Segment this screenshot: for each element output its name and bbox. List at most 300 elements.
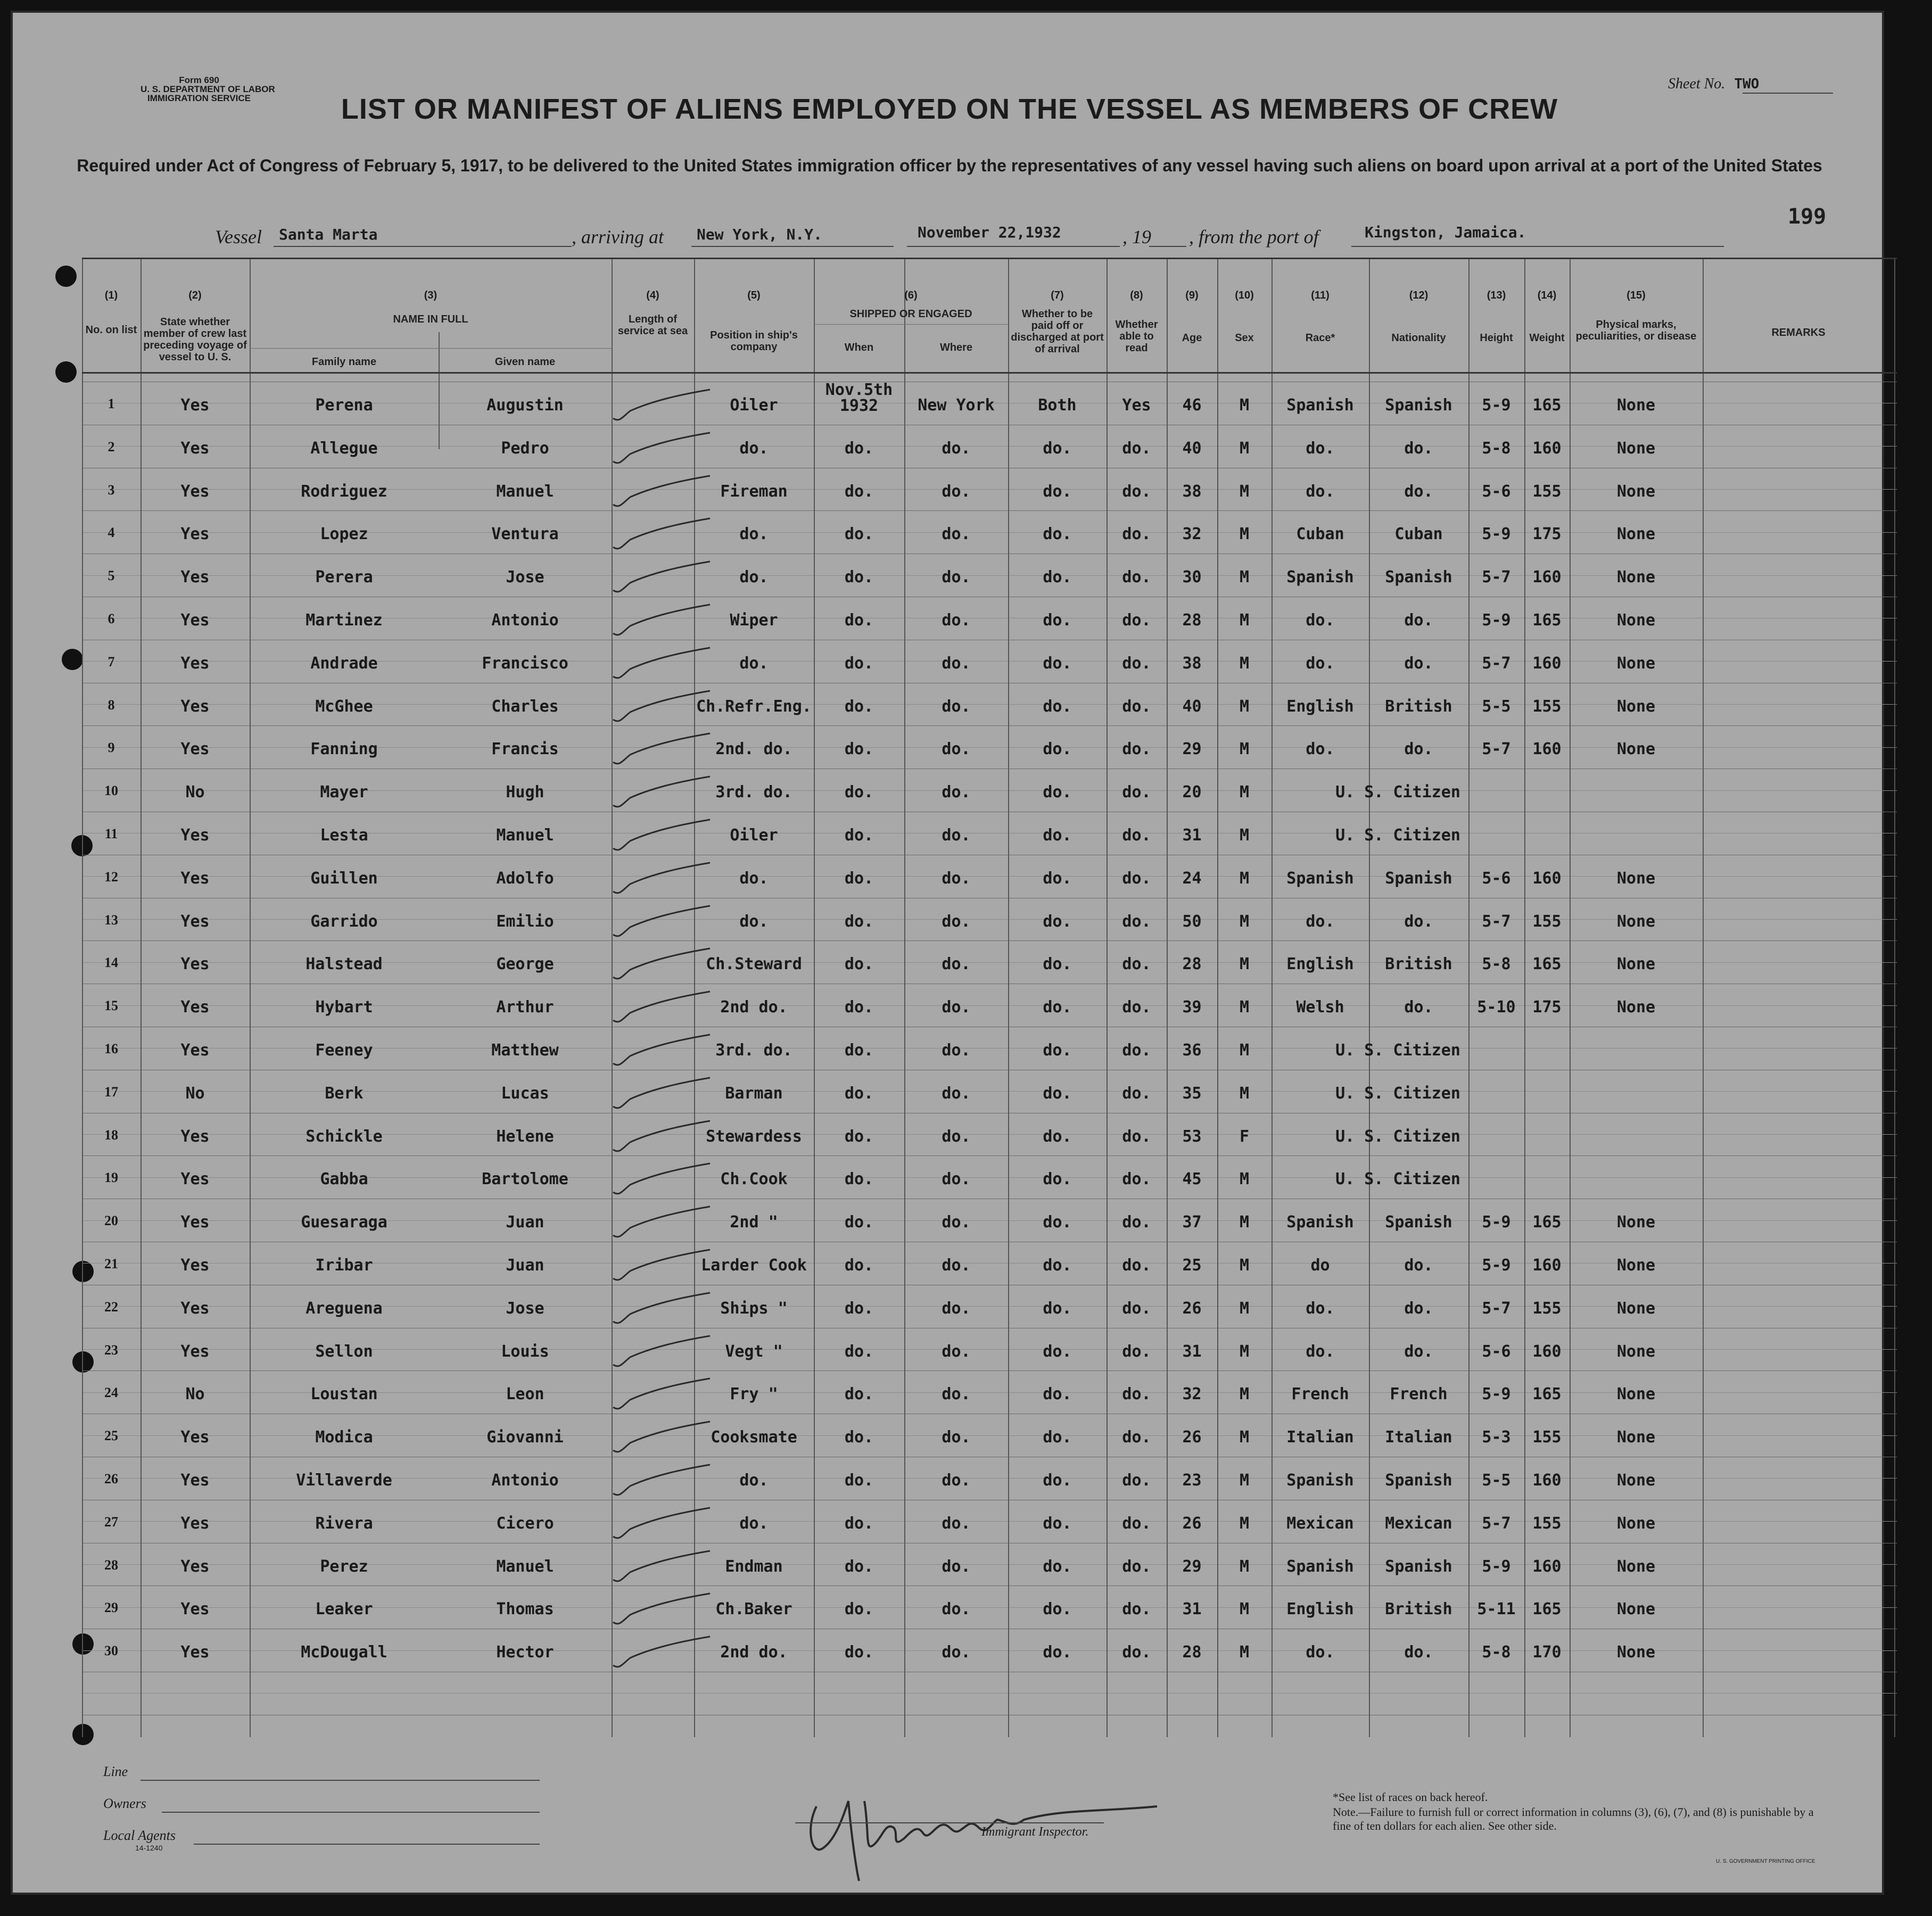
row-given-name: Ventura [491,525,559,544]
row-given-name: Pedro [501,439,549,458]
row-nationality: Spanish [1385,568,1452,587]
row-position: 2nd do. [720,998,788,1017]
length-of-service-tick [609,1245,715,1288]
row-paid-off: do. [1043,1170,1072,1189]
row-able-to-read: do. [1122,525,1151,544]
row-able-to-read: do. [1122,1084,1151,1103]
row-nationality: British [1385,697,1452,716]
col-header-weight: Weight [1529,332,1565,344]
row-weight: 160 [1532,654,1562,673]
row-weight: 170 [1532,1643,1562,1662]
row-citizen-status: U. S. Citizen [1335,1041,1460,1060]
row-previous-voyage: Yes [180,1041,210,1060]
row-physical-marks: None [1616,1213,1656,1232]
row-age: 30 [1182,568,1202,587]
row-shipped-when: do. [844,654,874,673]
row-family-name: Halstead [306,955,383,974]
row-physical-marks: None [1616,1557,1656,1576]
row-age: 20 [1182,783,1202,802]
row-sex: M [1239,525,1250,544]
row-sex: M [1239,396,1250,415]
col-num-12: (12) [1409,290,1429,301]
row-number: 16 [104,1041,118,1056]
vessel-label: Vessel [215,226,262,247]
from-port-label: , from the port of [1189,226,1319,247]
col-header-length [612,313,694,337]
row-able-to-read: do. [1122,1428,1151,1447]
row-able-to-read: do. [1122,1299,1151,1318]
row-given-name: Bartolome [482,1170,568,1189]
row-number: 9 [108,740,115,756]
row-paid-off: do. [1043,826,1072,845]
sheet-number-value: TWO [1734,76,1760,92]
col-header-paid-off-text: Whether to be paid off or discharged at port of arrival [1011,308,1104,355]
row-family-name: Guesaraga [301,1213,387,1232]
col-num-4: (4) [646,290,659,301]
row-family-name: Rodriguez [301,482,387,501]
row-race: Spanish [1286,1213,1354,1232]
col-header-member [143,316,247,363]
row-number: 14 [104,955,118,971]
col-num-7: (7) [1051,290,1064,301]
row-sex: M [1239,1084,1250,1103]
row-shipped-where: do. [942,1041,971,1060]
row-height: 5-3 [1482,1428,1511,1447]
length-of-service-tick [609,600,715,643]
row-race: Cuban [1296,525,1344,544]
row-position: do. [739,439,769,458]
row-shipped-where: do. [942,1600,971,1619]
row-height: 5-9 [1482,525,1511,544]
row-nationality: Cuban [1394,525,1443,544]
row-shipped-where: do. [942,740,971,759]
length-of-service-tick [609,772,715,815]
row-race: do. [1306,912,1335,931]
row-given-name: Arthur [496,998,554,1017]
row-nationality: do. [1404,1342,1433,1361]
row-physical-marks: None [1616,1428,1656,1447]
row-number: 5 [108,568,115,584]
row-shipped-when: do. [844,1428,874,1447]
row-number: 3 [108,482,115,498]
row-weight: 155 [1532,1428,1562,1447]
length-of-service-tick [609,472,715,514]
row-shipped-when: do. [844,955,874,974]
length-of-service-tick [609,902,715,944]
row-physical-marks: None [1616,396,1656,415]
row-shipped-where: do. [942,1643,971,1662]
row-height: 5-8 [1482,1643,1511,1662]
row-race: do. [1306,1299,1335,1318]
row-race: do. [1306,439,1335,458]
row-previous-voyage: Yes [180,869,210,888]
row-sex: M [1239,568,1250,587]
length-of-service-tick [609,514,715,557]
row-weight: 165 [1532,396,1562,415]
row-shipped-where: do. [942,1127,971,1146]
row-age: 29 [1182,1557,1202,1576]
row-family-name: Loustan [310,1385,378,1404]
length-of-service-tick [609,815,715,858]
row-shipped-where: do. [942,1514,971,1533]
row-age: 37 [1182,1213,1202,1232]
row-paid-off: do. [1043,740,1072,759]
departure-port: Kingston, Jamaica. [1365,224,1526,241]
punch-hole [55,266,77,287]
row-nationality: do. [1404,439,1433,458]
row-weight: 160 [1532,740,1562,759]
row-race: English [1286,1600,1354,1619]
row-sex: M [1239,1600,1250,1619]
row-age: 50 [1182,912,1202,931]
row-family-name: Andrade [310,654,378,673]
row-paid-off: do. [1043,697,1072,716]
col-header-where: Where [939,342,973,353]
row-given-name: Antonio [491,1471,559,1490]
row-sex: M [1239,654,1250,673]
row-paid-off: do. [1043,1557,1072,1576]
row-shipped-when: do. [844,1299,874,1318]
row-height: 5-8 [1482,439,1511,458]
row-paid-off: do. [1043,912,1072,931]
row-number: 23 [104,1342,118,1358]
row-able-to-read: do. [1122,568,1151,587]
col-header-age: Age [1182,332,1202,344]
row-given-name: Matthew [491,1041,559,1060]
row-position: do. [739,525,769,544]
row-position: Fry " [730,1385,778,1404]
col-header-length-text: Length of service at sea [617,313,688,337]
row-age: 40 [1182,439,1202,458]
row-previous-voyage: Yes [180,568,210,587]
row-physical-marks: None [1616,998,1656,1017]
col-header-member-text: State whether member of crew last preceding voyage of vessel to U. S. [143,316,247,363]
col-num-14: (14) [1537,290,1557,301]
row-race: Spanish [1286,1471,1354,1490]
row-sex: M [1239,1385,1250,1404]
row-previous-voyage: Yes [180,697,210,716]
row-previous-voyage: Yes [180,740,210,759]
row-able-to-read: do. [1122,1342,1151,1361]
row-physical-marks: None [1616,869,1656,888]
row-position: 3rd. do. [715,1041,792,1060]
row-nationality: Spanish [1385,1557,1452,1576]
fine-note-text: Note.—Failure to furnish full or correct information in columns (3), (6), (7), and (8) is punishable by a fine of ten dollars for each alien. See other side. [1333,1805,1814,1832]
manifest-sheet [11,11,1884,1895]
row-shipped-when: do. [844,1385,874,1404]
row-race: Italian [1286,1428,1354,1447]
row-weight: 155 [1532,1299,1562,1318]
row-shipped-when: do. [844,1342,874,1361]
row-physical-marks: None [1616,654,1656,673]
arrival-port: New York, N.Y. [697,226,823,243]
row-able-to-read: do. [1122,783,1151,802]
row-citizen-status: U. S. Citizen [1335,826,1460,845]
row-physical-marks: None [1616,697,1656,716]
row-nationality: Spanish [1385,1213,1452,1232]
row-able-to-read: do. [1122,955,1151,974]
row-family-name: Martinez [306,611,383,630]
row-nationality: French [1390,1385,1448,1404]
row-number: 29 [104,1600,118,1616]
length-of-service-tick [609,1289,715,1331]
row-shipped-when: do. [844,1170,874,1189]
row-nationality: do. [1404,1299,1433,1318]
row-age: 38 [1182,482,1202,501]
row-nationality: Spanish [1385,1471,1452,1490]
row-age: 38 [1182,654,1202,673]
col-num-5: (5) [747,290,761,301]
row-position: Cooksmate [711,1428,797,1447]
row-number: 27 [104,1514,118,1530]
row-able-to-read: do. [1122,482,1151,501]
row-paid-off: do. [1043,1256,1072,1275]
row-given-name: Leon [506,1385,544,1404]
row-physical-marks: None [1616,568,1656,587]
row-shipped-when: do. [844,697,874,716]
service-line: IMMIGRATION SERVICE [147,93,251,103]
row-age: 26 [1182,1428,1202,1447]
row-height: 5-7 [1482,740,1511,759]
row-race: Spanish [1286,396,1354,415]
col-header-nationality: Nationality [1391,332,1446,344]
row-paid-off: do. [1043,1471,1072,1490]
row-shipped-when: do. [844,1600,874,1619]
row-given-name: Jose [506,1299,544,1318]
row-given-name: Adolfo [496,869,554,888]
row-able-to-read: do. [1122,1643,1151,1662]
row-shipped-when: do. [844,1127,874,1146]
row-shipped-where: do. [942,912,971,931]
row-physical-marks: None [1616,525,1656,544]
row-family-name: Mayer [320,783,368,802]
row-given-name: Helene [496,1127,554,1146]
row-paid-off: do. [1043,869,1072,888]
row-shipped-when: do. [844,525,874,544]
row-given-name: Augustin [486,396,564,415]
row-race: French [1291,1385,1349,1404]
row-previous-voyage: Yes [180,525,210,544]
row-position: 2nd. do. [715,740,792,759]
row-physical-marks: None [1616,740,1656,759]
row-shipped-where: do. [942,1084,971,1103]
row-shipped-when: do. [844,740,874,759]
row-able-to-read: do. [1122,998,1151,1017]
row-weight: 160 [1532,439,1562,458]
row-number: 28 [104,1557,118,1573]
row-number: 25 [104,1428,118,1444]
row-shipped-when: do. [844,1514,874,1533]
row-number: 20 [104,1213,118,1229]
row-family-name: Hybart [315,998,373,1017]
row-physical-marks: None [1616,1471,1656,1490]
length-of-service-tick [609,1417,715,1460]
length-of-service-tick [609,987,715,1030]
page-number: 199 [1788,204,1827,229]
row-able-to-read: do. [1122,1170,1151,1189]
row-shipped-where: do. [942,955,971,974]
row-shipped-when: do. [844,869,874,888]
row-age: 24 [1182,869,1202,888]
row-sex: M [1239,439,1250,458]
row-citizen-status: U. S. Citizen [1335,1127,1460,1146]
row-position: Ch.Cook [720,1170,788,1189]
row-race: do. [1306,482,1335,501]
row-sex: M [1239,1643,1250,1662]
vessel-line [215,226,262,248]
length-of-service-tick [609,687,715,729]
row-physical-marks: None [1616,611,1656,630]
row-weight: 155 [1532,1514,1562,1533]
row-race: do. [1306,654,1335,673]
row-physical-marks: None [1616,1299,1656,1318]
vessel-name: Santa Marta [279,226,378,243]
row-previous-voyage: Yes [180,1342,210,1361]
row-physical-marks: None [1616,482,1656,501]
row-sex: M [1239,826,1250,845]
row-weight: 175 [1532,998,1562,1017]
row-height: 5-5 [1482,1471,1511,1490]
row-family-name: Rivera [315,1514,373,1533]
row-number: 13 [104,912,118,928]
row-shipped-where: do. [942,525,971,544]
col-header-read-text: Whether able to read [1115,319,1158,354]
row-paid-off: Both [1038,396,1077,415]
row-able-to-read: do. [1122,1557,1151,1576]
row-nationality: do. [1404,482,1433,501]
row-paid-off: do. [1043,1428,1072,1447]
row-paid-off: do. [1043,1514,1072,1533]
row-able-to-read: do. [1122,439,1151,458]
row-sex: M [1239,1213,1250,1232]
row-position: Ch.Baker [715,1600,792,1619]
row-age: 28 [1182,1643,1202,1662]
col-num-2: (2) [188,290,202,301]
col-header-position-text: Position in ship's company [710,329,798,353]
row-shipped-where: do. [942,1471,971,1490]
row-weight: 165 [1532,1600,1562,1619]
row-age: 35 [1182,1084,1202,1103]
row-sex: M [1239,912,1250,931]
length-of-service-tick [609,1117,715,1159]
row-weight: 165 [1532,1213,1562,1232]
col-header-remarks: REMARKS [1771,327,1826,338]
row-height: 5-10 [1477,998,1516,1017]
row-position: Ch.Refr.Eng. [696,697,812,716]
row-previous-voyage: Yes [180,1428,210,1447]
row-weight: 165 [1532,1385,1562,1404]
row-able-to-read: Yes [1122,396,1151,415]
row-previous-voyage: Yes [180,1643,210,1662]
row-shipped-where: do. [942,611,971,630]
row-physical-marks: None [1616,1514,1656,1533]
row-position: do. [739,654,769,673]
row-race: Spanish [1286,568,1354,587]
row-paid-off: do. [1043,611,1072,630]
row-number: 15 [104,998,118,1014]
row-shipped-where: do. [942,1342,971,1361]
row-physical-marks: None [1616,439,1656,458]
row-shipped-when: do. [844,568,874,587]
length-of-service-tick [609,1504,715,1546]
row-previous-voyage: Yes [180,998,210,1017]
row-nationality: do. [1404,740,1433,759]
row-previous-voyage: Yes [180,1514,210,1533]
row-given-name: George [496,955,554,974]
length-of-service-tick [609,557,715,600]
row-previous-voyage: Yes [180,1471,210,1490]
row-shipped-when: do. [844,1256,874,1275]
row-given-name: Giovanni [486,1428,564,1447]
row-race: do. [1306,740,1335,759]
row-family-name: Schickle [306,1127,383,1146]
row-given-name: Hugh [506,783,544,802]
row-position: 3rd. do. [715,783,792,802]
row-given-name: Antonio [491,611,559,630]
row-family-name: Lopez [320,525,368,544]
row-weight: 160 [1532,1557,1562,1576]
row-citizen-status: U. S. Citizen [1335,783,1460,802]
row-nationality: do. [1404,912,1433,931]
agents-label: Local Agents [103,1828,176,1843]
row-previous-voyage: Yes [180,482,210,501]
row-shipped-where: New York [918,396,995,415]
row-number: 21 [104,1256,118,1271]
row-able-to-read: do. [1122,1127,1151,1146]
row-nationality: Italian [1385,1428,1452,1447]
length-of-service-tick [609,1632,715,1675]
row-previous-voyage: Yes [180,439,210,458]
row-sex: M [1239,783,1250,802]
row-paid-off: do. [1043,482,1072,501]
row-paid-off: do. [1043,1600,1072,1619]
col-num-9: (9) [1185,290,1199,301]
row-nationality: Spanish [1385,396,1452,415]
row-given-name: Manuel [496,1557,554,1576]
row-age: 25 [1182,1256,1202,1275]
row-able-to-read: do. [1122,654,1151,673]
row-paid-off: do. [1043,1299,1072,1318]
row-physical-marks: None [1616,912,1656,931]
row-weight: 160 [1532,1471,1562,1490]
line-label: Line [103,1764,128,1779]
row-position: Vegt " [725,1342,783,1361]
row-position: do. [739,869,769,888]
row-paid-off: do. [1043,1127,1072,1146]
row-family-name: McGhee [315,697,373,716]
row-able-to-read: do. [1122,1256,1151,1275]
row-family-name: Lesta [320,826,368,845]
row-position: Ships " [720,1299,788,1318]
row-position: do. [739,1514,769,1533]
row-shipped-when: do. [844,482,874,501]
row-shipped-when: do. [844,998,874,1017]
col-header-read [1109,319,1164,354]
row-age: 28 [1182,955,1202,974]
row-age: 26 [1182,1299,1202,1318]
length-of-service-tick [609,858,715,901]
arriving-label: , arriving at [572,226,664,247]
row-height: 5-9 [1482,1385,1511,1404]
row-paid-off: do. [1043,525,1072,544]
col-num-10: (10) [1235,290,1254,301]
length-of-service-tick [609,944,715,987]
row-given-name: Cicero [496,1514,554,1533]
col-header-no [82,324,141,336]
row-physical-marks: None [1616,1643,1656,1662]
row-previous-voyage: Yes [180,1127,210,1146]
col-num-6: (6) [904,290,918,301]
